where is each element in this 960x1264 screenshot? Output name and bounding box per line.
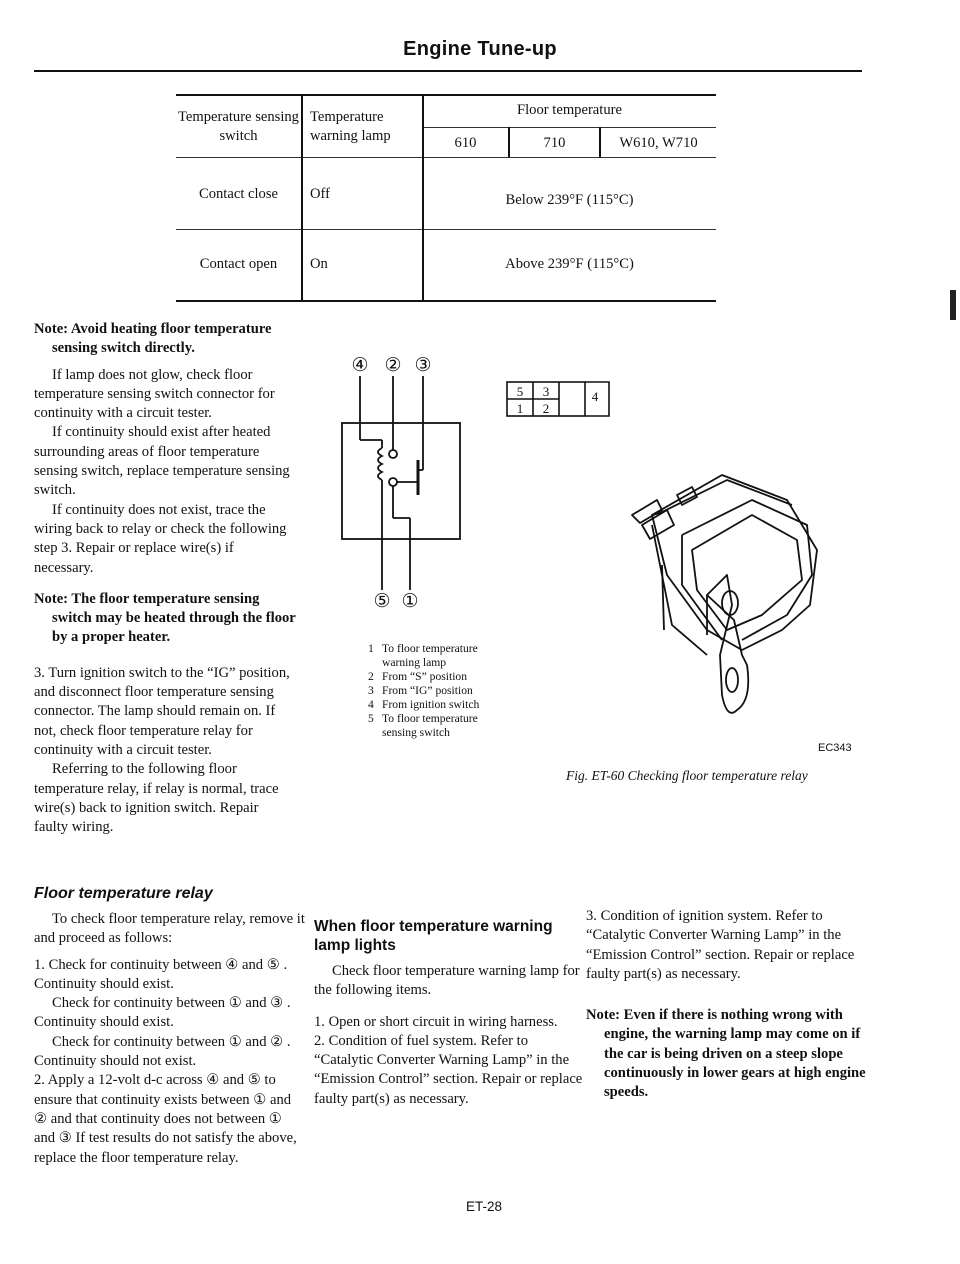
figure-legend bbox=[368, 642, 538, 740]
row1-lamp: Off bbox=[310, 186, 330, 202]
col-header-lamp: Temperature warning lamp bbox=[310, 109, 391, 144]
para-relay-intro: To check floor temperature relay, remove it and proceed as follows: bbox=[34, 911, 305, 947]
para-continuity-exist: If continuity should exist after heated surrounding areas of floor temperature sensing switch, replace temperature sensing switch. bbox=[34, 424, 290, 499]
legend-item: 3 From “IG” position bbox=[368, 684, 473, 697]
scan-mark bbox=[950, 290, 956, 320]
para-check-lamp: Check floor temperature warning lamp for the following items. bbox=[314, 963, 580, 999]
step-2: 2. Apply a 12-volt d-c across ④ and ⑤ to ensure that continuity exists between ① and ② and that continuity does not between ① and ③ If test results do not satisfy the above, replace the floor temperature relay. bbox=[34, 1072, 297, 1166]
para-lamp-not-glow: If lamp does not glow, check floor temperature sensing switch connector for continuity with a circuit tester. bbox=[34, 366, 275, 422]
model-w610: W610, W710 bbox=[619, 135, 698, 151]
figure-code: EC343 bbox=[818, 742, 852, 754]
relay-drawing bbox=[612, 455, 852, 735]
col-header-switch: Temperature sensing switch bbox=[178, 109, 299, 144]
para-step-3: 3. Turn ignition switch to the “IG” position, and disconnect floor temperature sensing connector. The lamp should remain on. If not, check floor temperature relay for continuity with a circuit tester. bbox=[34, 664, 290, 758]
term-5-bottom: ⑤ bbox=[373, 591, 391, 612]
legend-item: 2 From “S” position bbox=[368, 670, 468, 683]
row1-temp: Below 239°F (115°C) bbox=[505, 192, 634, 208]
page-number: ET-28 bbox=[466, 1199, 503, 1214]
right-column bbox=[586, 907, 868, 1103]
model-610: 610 bbox=[454, 135, 477, 151]
term-4-top: ④ bbox=[351, 355, 369, 376]
relay-steps bbox=[34, 910, 306, 1168]
item-2-fuel: 2. Condition of fuel system. Refer to “Catalytic Converter Warning Lamp” in the “Emission Control” section. Repair or replace faulty part(s) as necessary. bbox=[314, 1032, 583, 1107]
row1-switch: Contact close bbox=[198, 186, 279, 202]
step-1c: Check for continuity between ① and ② . Continuity should not exist. bbox=[34, 1033, 291, 1070]
header-rule bbox=[34, 70, 862, 72]
row2-lamp: On bbox=[310, 256, 328, 272]
connector-diagram bbox=[505, 370, 615, 420]
term-1-bottom: ① bbox=[401, 591, 419, 612]
para-referring: Referring to the following floor temperature relay, if relay is normal, trace wire(s) back to ignition switch. Repair faulty wiring. bbox=[34, 761, 279, 836]
legend-item: 1 To floor temperature warning lamp bbox=[368, 642, 478, 669]
note-steep-slope: Note: Even if there is nothing wrong with engine, the warning lamp may come on if the car is being driven on a steep slope continuously in lower gears at high engine speeds. bbox=[586, 1007, 866, 1101]
section-title-warning: When floor temperature warning lamp lights bbox=[314, 918, 553, 954]
para-continuity-not-exist: If continuity does not exist, trace the wiring back to relay or check the following step 3. Repair or replace wire(s) if necessary. bbox=[34, 501, 287, 576]
note-heated-floor: Note: The floor temperature sensing switch may be heated through the floor by a proper heater. bbox=[34, 590, 296, 646]
col-header-floor: Floor temperature bbox=[517, 102, 622, 118]
section-title-relay: Floor temperature relay bbox=[34, 885, 213, 902]
step-1b: Check for continuity between ① and ③ . Continuity should exist. bbox=[34, 995, 291, 1031]
term-3-top: ③ bbox=[414, 355, 432, 376]
item-3-ignition: 3. Condition of ignition system. Refer to “Catalytic Converter Warning Lamp” in the “Emission Control” section. Repair or replace faulty part(s) as necessary. bbox=[586, 908, 855, 982]
spec-table bbox=[176, 94, 716, 302]
figure-caption: Fig. ET-60 Checking floor temperature relay bbox=[566, 768, 808, 783]
row2-switch: Contact open bbox=[199, 256, 278, 272]
page-header: Engine Tune-up bbox=[403, 38, 557, 60]
pin-1: 1 bbox=[516, 401, 524, 416]
pin-2: 2 bbox=[542, 401, 550, 416]
legend-item: 4 From ignition switch bbox=[368, 698, 480, 711]
legend-item: 5 To floor temperature sensing switch bbox=[368, 712, 478, 739]
note-avoid-heating: Note: Avoid heating floor temperature sensing switch directly. bbox=[34, 321, 272, 357]
pin-4: 4 bbox=[591, 389, 599, 404]
pin-3: 3 bbox=[542, 384, 550, 399]
step-1: 1. Check for continuity between ④ and ⑤ . Continuity should exist. bbox=[34, 956, 288, 992]
term-2-top: ② bbox=[384, 355, 402, 376]
left-column bbox=[34, 320, 296, 837]
item-1-open-short: 1. Open or short circuit in wiring harness. bbox=[314, 1013, 558, 1030]
relay-schematic bbox=[330, 350, 480, 620]
middle-column bbox=[314, 962, 586, 1109]
model-710: 710 bbox=[543, 135, 566, 151]
pin-5: 5 bbox=[516, 384, 524, 399]
row2-temp: Above 239°F (115°C) bbox=[505, 256, 634, 272]
